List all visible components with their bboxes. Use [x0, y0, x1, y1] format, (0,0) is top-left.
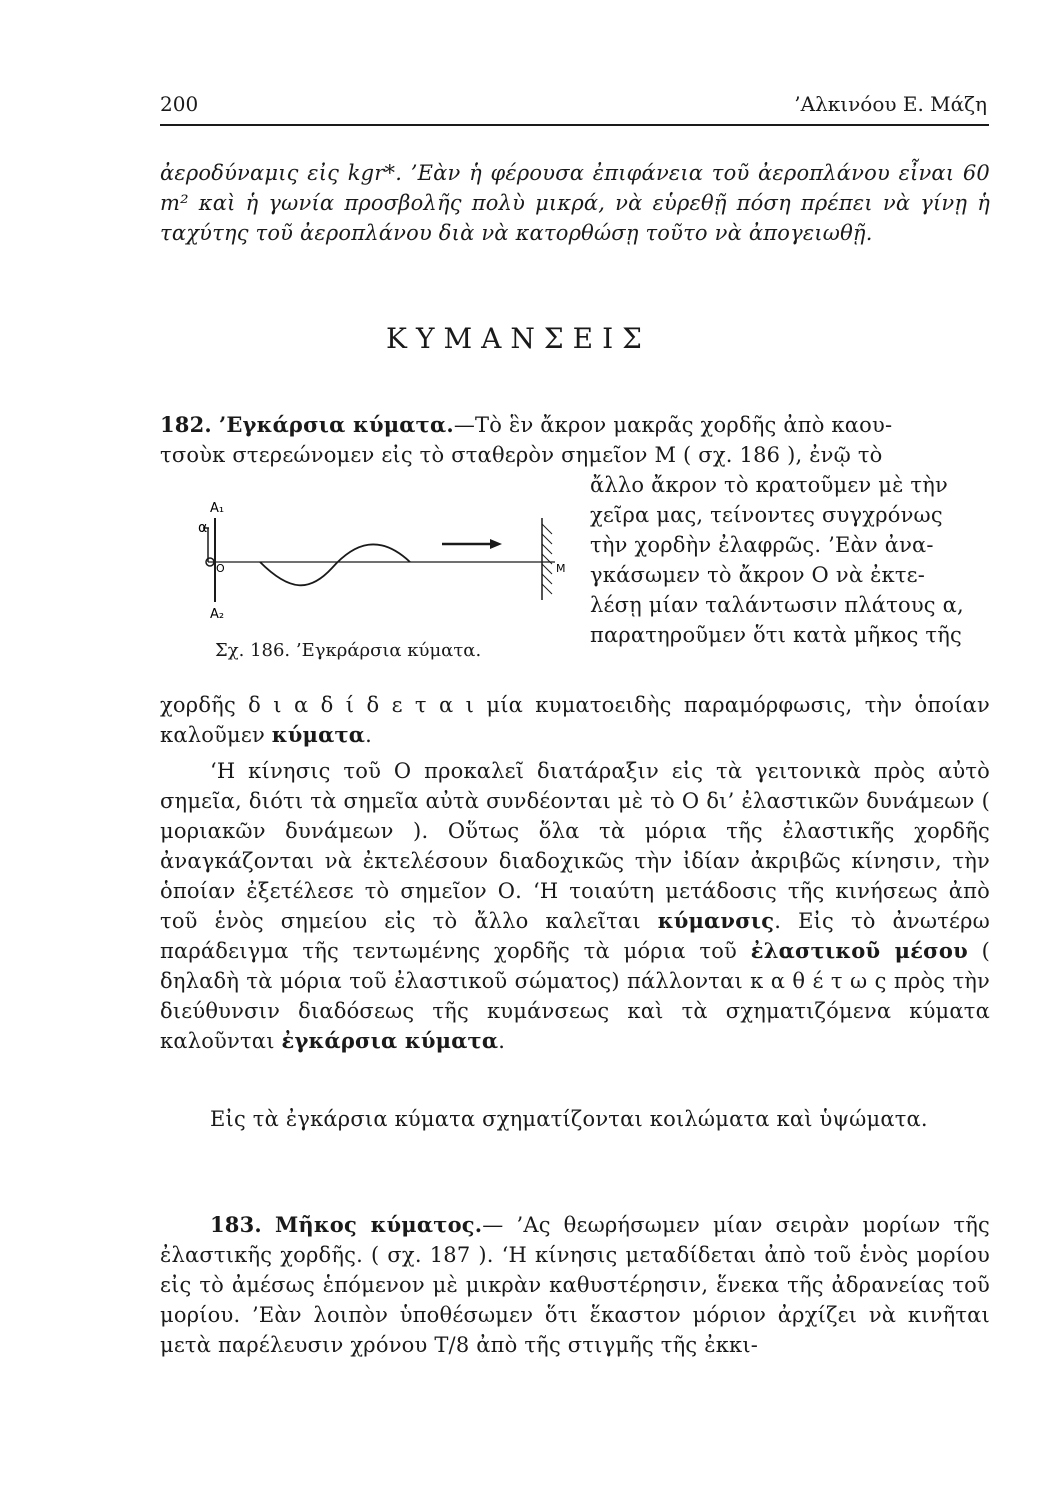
p2-spaced: κ α θ έ τ ω ς: [750, 969, 887, 993]
figure-wrap-line: χεῖρα μας, τείνοντες συγχρόνως: [590, 503, 943, 527]
cont-bold: κύματα: [271, 722, 366, 747]
section-182-title: ’Εγκάρσια κύματα.: [218, 412, 454, 437]
section-182-paragraph-3: Εἰς τὰ ἐγκάρσια κύματα σχηματίζονται κοιλώματα καὶ ὑψώματα.: [210, 1107, 928, 1131]
intro-paragraph: ἀεροδύναμις εἰς kgr*. ’Εὰν ἡ φέρουσα ἐπιφάνεια τοῦ ἀεροπλάνου εἶναι 60 m² καὶ ἡ γωνία προσβολῆς πολὺ μικρά, νὰ εὑρεθῇ πόση πρέπει νὰ γίνῃ ἡ ταχύτης τοῦ ἀεροπλάνου διὰ νὰ κατορθώσῃ τοῦτο νὰ ἀπογειωθῇ.: [160, 161, 990, 245]
cont-spaced: δ ι α δ ί δ ε τ α ι: [248, 693, 475, 717]
p2-bold-kymansis: κύμανσις: [657, 908, 775, 933]
section-182-paragraph-2: [160, 756, 990, 1056]
header-rule: [160, 124, 989, 126]
figure-wrap-line: παρατηροῦμεν ὅτι κατὰ μῆκος τῆς: [590, 623, 962, 647]
label-m: M: [556, 562, 566, 575]
wave-curve: [260, 544, 410, 585]
figure-wrap-line: λέσῃ μίαν ταλάντωσιν πλάτους α,: [590, 593, 964, 617]
figure-caption: Σχ. 186. ’Εγκράρσια κύματα.: [215, 640, 482, 661]
arrow-head: [490, 539, 502, 549]
section-182-line1: —Τὸ ἓν ἄκρον μακρᾶς χορδῆς ἀπὸ καου-: [453, 413, 893, 437]
wall-hatching: [542, 518, 552, 600]
page-number: 200: [160, 92, 199, 116]
label-a1: A₁: [210, 501, 225, 516]
figure-wrap-line: ἄλλο ἄκρον τὸ κρατοῦμεν μὲ τὴν: [590, 473, 948, 497]
p2-bold-transverse-waves: ἐγκάρσια κύματα: [281, 1028, 499, 1053]
section-183-text: — ’Ας θεωρήσωμεν μίαν σειρὰν μορίων τῆς ἐλαστικῆς χορδῆς. ( σχ. 187 ). ‘Η κίνησις μεταδίδεται ἀπὸ τοῦ ἑνὸς μορίου εἰς τὸ ἀμέσως ἑπόμενον μὲ μικρὰν καθυστέρησιν, ἕνεκα τῆς ἀδρανείας τοῦ μορίου. ’Εὰν λοιπὸν ὑποθέσωμεν ὅτι ἕκαστον μόριον ἀρχίζει νὰ κινῆται μετὰ παρέλευσιν χρόνου Τ/8 ἀπὸ τῆς στιγμῆς τῆς ἐκκι-: [160, 1213, 990, 1357]
section-183-number: 183.: [210, 1212, 262, 1237]
page-header: [160, 88, 987, 122]
section-title: ΚΥΜΑΝΣΕΙΣ: [386, 322, 651, 355]
wave-diagram: [160, 490, 580, 640]
label-a2: A₂: [210, 607, 225, 622]
cont-post: μία κυματοειδὴς παραμόρφωσις, τὴν ὁποίαν καλοῦμεν: [160, 693, 990, 747]
p2-d: πρὸς τὴν διεύθυνσιν διαδόσεως τῆς κυμάνσεως καὶ τὰ σχηματιζόμενα κύματα καλοῦνται: [160, 969, 991, 1053]
section-182-number: 182.: [160, 412, 212, 437]
p2-a: ‘Η κίνησις τοῦ Ο προκαλεῖ διατάραξιν εἰς τὰ γειτονικὰ πρὸς αὐτὸ σημεῖα, διότι τὰ σημεῖα αὐτὰ συνδέονται μὲ τὸ Ο δι’ ἐλαστικῶν δυνάμεων ( μοριακῶν δυνάμεων ). Οὕτως ὅλα τὰ μόρια τῆς ἐλαστικῆς χορδῆς ἀναγκάζονται νὰ ἐκτελέσουν διαδοχικῶς τὴν ἰδίαν ἀκριβῶς κίνησιν, τὴν ὁποίαν ἐξετέλεσε τὸ σημεῖον Ο. ‘Η τοιαύτη μετάδοσις τῆς κινήσεως ἀπὸ τοῦ ἑνὸς σημείου εἰς τὸ ἄλλο καλεῖται: [160, 759, 990, 933]
label-o: O: [216, 562, 225, 575]
p2-end: .: [498, 1029, 506, 1053]
section-182-continuation: [160, 690, 990, 750]
running-title: ’Αλκινόου Ε. Μάζη: [794, 92, 987, 116]
p2-b: . Εἰς τὸ ἀνωτέρω παράδειγμα τῆς τεντωμένης χορδῆς τὰ μόρια τοῦ: [160, 909, 990, 963]
p2-c: ( δηλαδὴ τὰ μόρια τοῦ ἐλαστικοῦ σώματος) πάλλονται: [160, 939, 990, 993]
section-183: [160, 1210, 990, 1360]
section-182-line2: τσοὺκ στερεώνομεν εἰς τὸ σταθερὸν σημεῖον Μ ( σχ. 186 ), ἐνῷ τὸ: [160, 443, 883, 467]
p2-bold-elastic-medium: ἐλαστικοῦ μέσου: [750, 938, 968, 963]
figure-wrap-line: τὴν χορδὴν ἐλαφρῶς. ’Εὰν ἀνα-: [590, 533, 934, 557]
label-alpha: α: [198, 520, 208, 536]
figure-wrap-line: γκάσωμεν τὸ ἄκρον Ο νὰ ἐκτε-: [590, 563, 926, 587]
cont-pre: χορδῆς: [160, 693, 249, 717]
section-182-heading-line: [160, 410, 990, 440]
cont-end: .: [365, 723, 373, 747]
section-183-title: Μῆκος κύματος.: [274, 1212, 483, 1237]
